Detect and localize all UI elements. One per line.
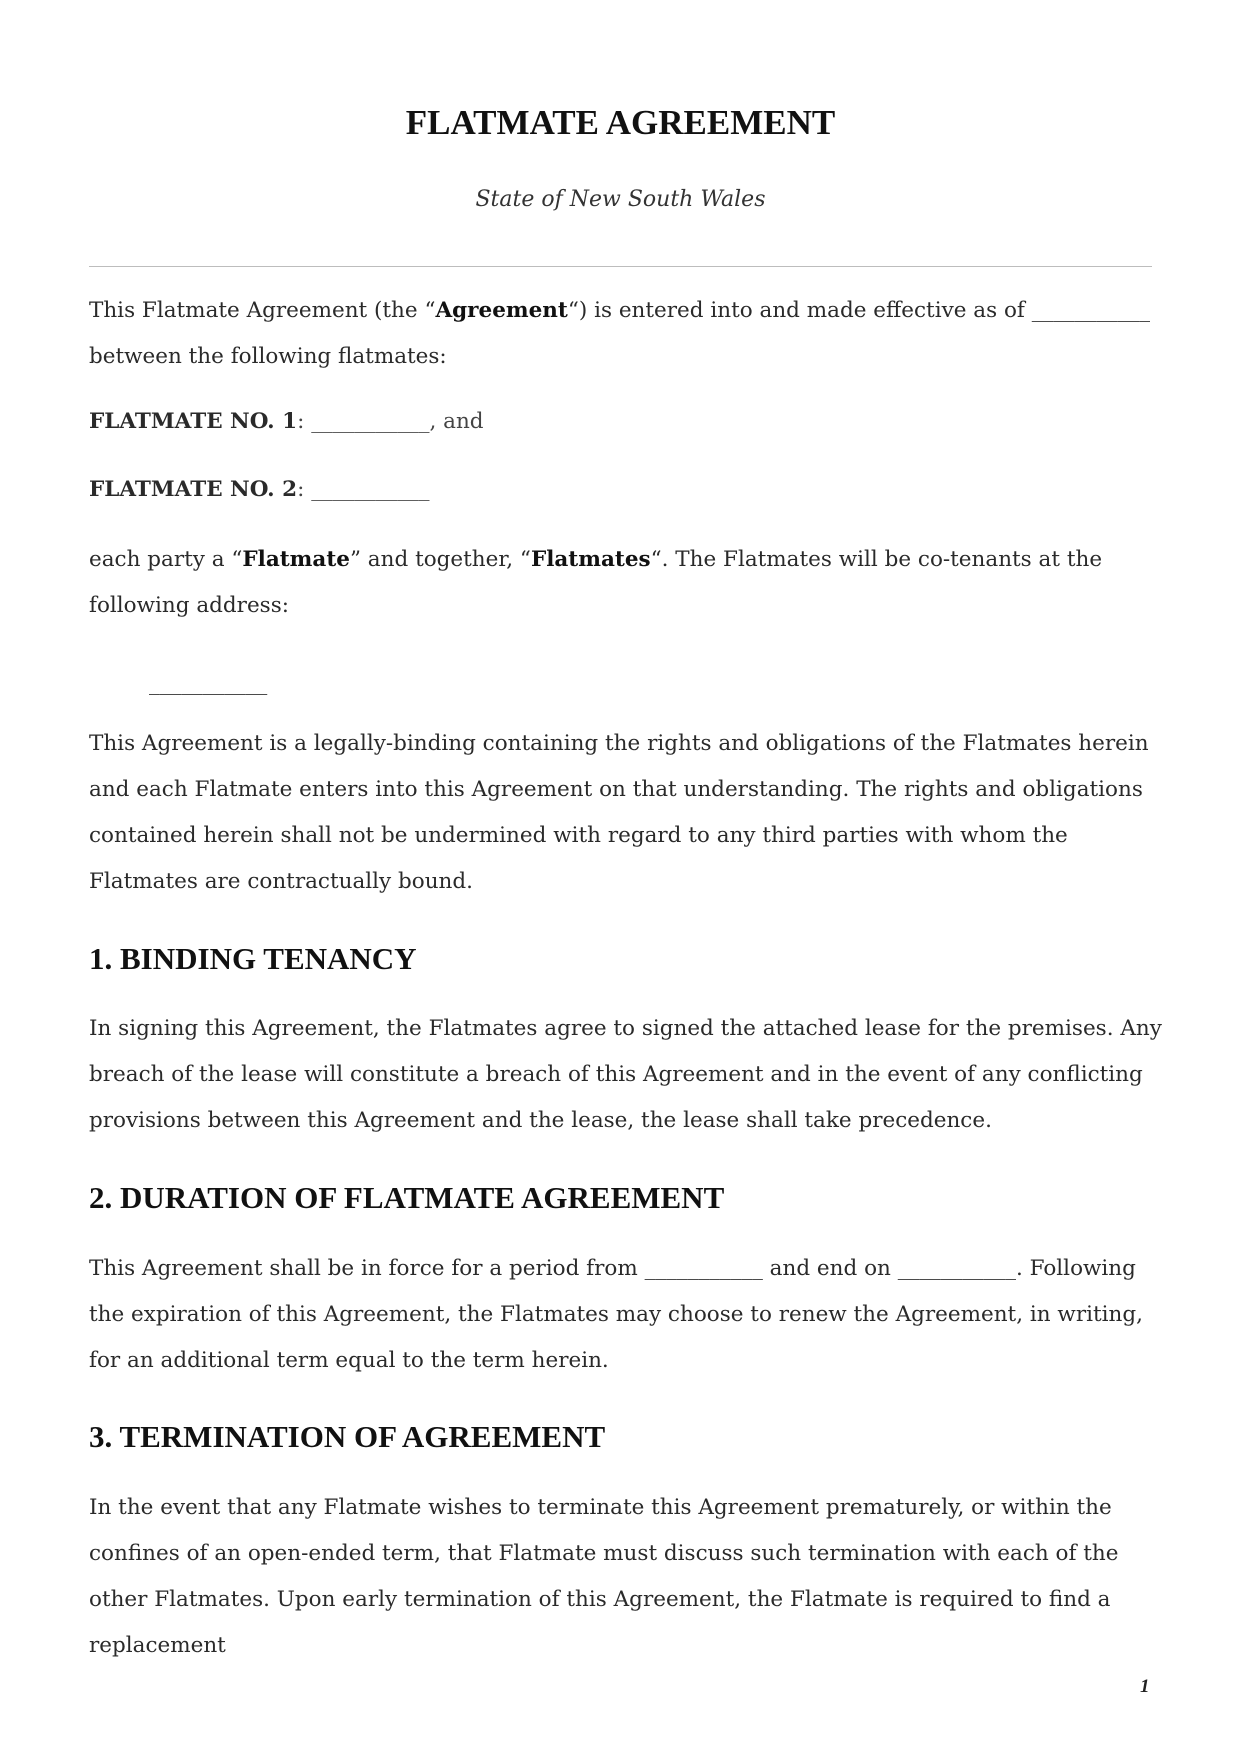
intro-bold-term: Agreement — [435, 298, 568, 323]
document-subtitle: State of New South Wales — [475, 187, 766, 212]
binding-paragraph: This Agreement is a legally-binding containing the rights and obligations of the Flatmates herein and each Flatmate enters into this Agreement on that understanding. The rights and obligations contained herein shall not be undermined with regard to any third parties with whom the Flatmates are contractually bound. — [89, 731, 1149, 894]
section-2-body: This Agreement shall be in force for a period from ___________ and end on ___________. Following the expiration of this Agreement, the Flatmates may choose to renew the Agreement, in writing, for an additional term equal to the term herein. — [89, 1256, 1143, 1373]
section-3-body: In the event that any Flatmate wishes to terminate this Agreement prematurely, or within the confines of an open-ended term, that Flatmate must discuss such termination with each of the other Flatmates. Upon early termination of this Agreement, the Flatmate is required to find a replacement — [89, 1495, 1119, 1658]
intro-text-start: This Flatmate Agreement (the “ — [89, 298, 436, 323]
parties-bold-flatmate: Flatmate — [242, 547, 350, 572]
intro-text-end: “) is entered into and made effective as of ___________ between the following flatmates: — [89, 298, 1150, 369]
section-1-heading: 1. BINDING TENANCY — [89, 941, 417, 976]
flatmate-1-label: FLATMATE NO. 1 — [89, 409, 298, 434]
flatmate-2-label: FLATMATE NO. 2 — [89, 477, 298, 502]
divider — [89, 266, 1152, 267]
parties-bold-flatmates: Flatmates — [530, 547, 651, 572]
section-1-body: In signing this Agreement, the Flatmates agree to signed the attached lease for the premises. Any breach of the lease will constitute a breach of this Agreement and in the event of any conflicting provisions between this Agreement and the lease, the lease shall take precedence. — [89, 1016, 1162, 1133]
parties-text-2: ” and together, “ — [349, 547, 531, 572]
flatmate-2-line — [89, 467, 429, 513]
page-number: 1 — [1140, 1676, 1150, 1697]
document-title: FLATMATE AGREEMENT — [405, 103, 836, 142]
address-blank: ___________ — [149, 671, 268, 696]
parties-paragraph — [89, 537, 1164, 629]
flatmate-1-line — [89, 399, 484, 445]
section-3-heading: 3. TERMINATION OF AGREEMENT — [89, 1419, 606, 1454]
parties-text-1: each party a “ — [89, 547, 243, 572]
flatmate-2-blank: : ___________ — [297, 477, 430, 502]
parties-text-3: “. The Flatmates will be co-tenants at the following address: — [89, 547, 1103, 618]
section-2-heading: 2. DURATION OF FLATMATE AGREEMENT — [89, 1180, 725, 1215]
flatmate-1-blank: : ___________, and — [297, 409, 484, 434]
intro-paragraph — [89, 288, 1164, 380]
